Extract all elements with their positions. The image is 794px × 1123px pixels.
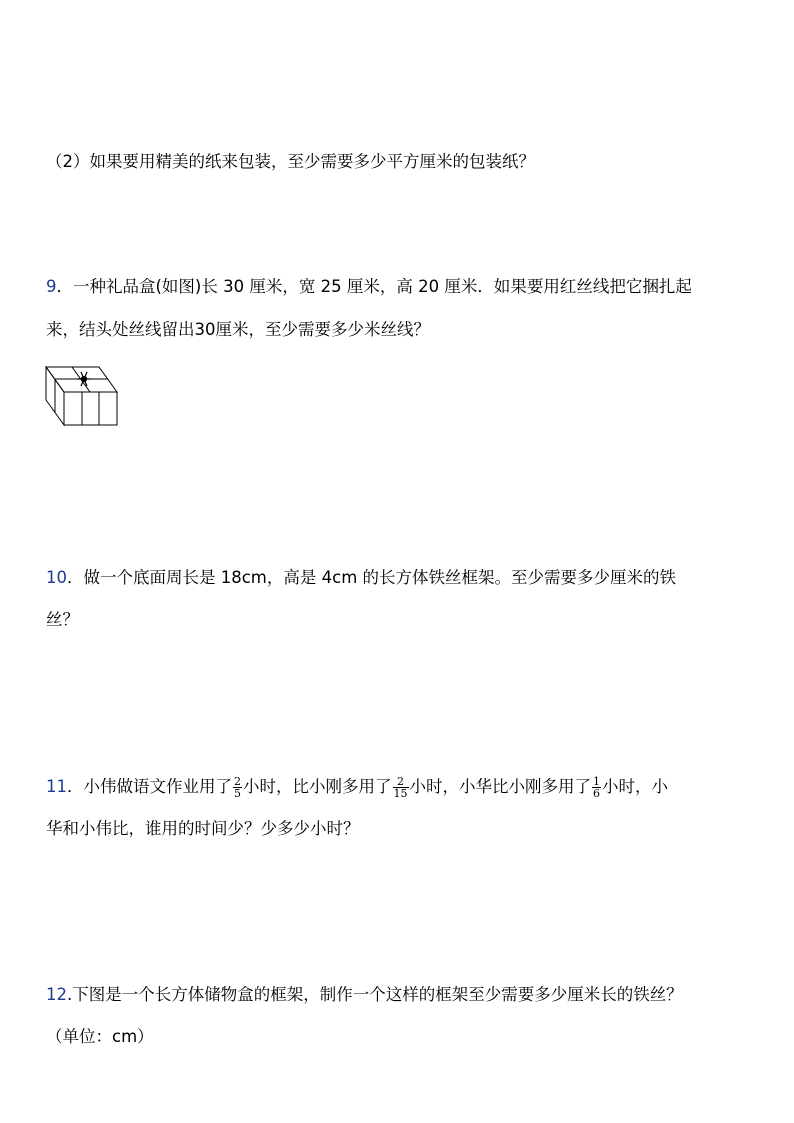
question-12-number: 12 xyxy=(46,985,67,1004)
question-11-seg4: 小时，小 xyxy=(602,777,668,796)
question-12-line1: .下图是一个长方体储物盒的框架，制作一个这样的框架至少需要多少厘米长的铁丝？ xyxy=(67,985,683,1004)
question-11-seg1: ．小伟做语文作业用了 xyxy=(67,777,232,796)
fraction-denominator: 6 xyxy=(593,787,600,800)
fraction-denominator: 15 xyxy=(393,787,408,800)
question-11-seg2: 小时，比小刚多用了 xyxy=(243,777,392,796)
question-9-line1: ．一种礼品盒(如图)长 30 厘米，宽 25 厘米，高 20 厘米．如果要用红丝线把它捆扎起 xyxy=(56,277,692,296)
question-10-line2: 丝？ xyxy=(46,610,79,629)
fraction-denominator: 5 xyxy=(234,787,241,800)
question-10-number: 10 xyxy=(46,568,67,587)
question-9 xyxy=(46,277,692,297)
fraction-1-6 xyxy=(592,776,601,799)
question-9-number: 9 xyxy=(46,277,57,296)
question-10-line1: ．做一个底面周长是 18cm，高是 4cm 的长方体铁丝框架。至少需要多少厘米的铁 xyxy=(67,568,677,587)
question-10 xyxy=(46,568,676,588)
gift-box-figure xyxy=(45,360,119,428)
fraction-numerator: 2 xyxy=(393,776,409,788)
fraction-2-5 xyxy=(233,776,242,799)
question-11-line2: 华和小伟比，谁用的时间少？少多少小时？ xyxy=(46,819,360,838)
fraction-numerator: 1 xyxy=(593,775,600,788)
question-11-seg3: 小时，小华比小刚多用了 xyxy=(409,777,591,796)
question-11 xyxy=(46,776,668,799)
q8-part2-text: （2）如果要用精美的纸来包装，至少需要多少平方厘米的包装纸？ xyxy=(46,152,535,171)
question-9-line2: 来，结头处丝线留出30厘米，至少需要多少米丝线？ xyxy=(46,320,430,339)
fraction-2-15 xyxy=(393,776,409,799)
question-12-line2: （单位：cm） xyxy=(46,1027,154,1046)
fraction-numerator: 2 xyxy=(234,775,241,788)
question-12 xyxy=(46,985,683,1005)
question-11-number: 11 xyxy=(46,777,67,796)
